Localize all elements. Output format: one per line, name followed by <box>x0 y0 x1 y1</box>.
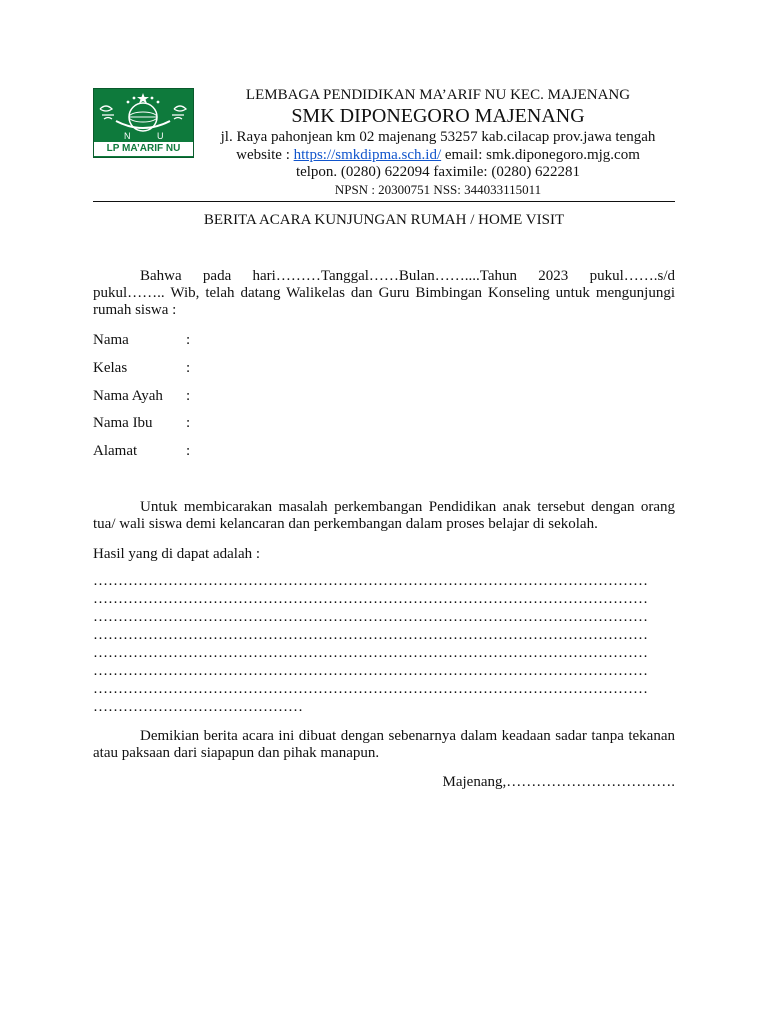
purpose-paragraph: Untuk membicarakan masalah perkembangan Pendidikan anak tersebut dengan orang tua/ wali siswa demi kelancaran dan perkembangan dalam proses belajar di sekolah. <box>93 499 675 532</box>
field-label: Nama <box>93 332 129 348</box>
lp-maarif-nu-logo <box>93 88 194 158</box>
field-alamat <box>93 443 190 460</box>
closing-paragraph: Demikian berita acara ini dibuat dengan sebenarnya dalam keadaan sadar tanpa tekanan atau paksaan dari siapapun dan pihak manapun. <box>93 728 675 761</box>
field-separator: : <box>186 360 191 376</box>
dotted-line: ………………………………………………………………………………………………… <box>93 681 648 697</box>
dotted-line: ………………………………………………………………………………………………… <box>93 663 648 679</box>
school-name: SMK DIPONEGORO MAJENANG <box>291 105 585 127</box>
institution-name: LEMBAGA PENDIDIKAN MA’ARIF NU KEC. MAJENANG <box>245 87 631 103</box>
field-separator: : <box>186 332 191 348</box>
npsn-line: NPSN : 20300751 NSS: 344033115011 <box>334 182 542 197</box>
field-label: Kelas <box>93 360 128 376</box>
result-dotted-lines <box>93 572 675 716</box>
dotted-line: ………………………………………………………………………………………………… <box>93 591 648 607</box>
logo-letter-n: N <box>124 131 131 141</box>
field-separator: : <box>186 415 191 431</box>
field-nama-ayah <box>93 388 190 405</box>
website-link[interactable]: https://smkdipma.sch.id/ <box>293 147 442 163</box>
field-label: Nama Ibu <box>93 415 153 431</box>
dotted-line: ………………………………………………………………………………………………… <box>93 573 648 589</box>
dotted-line: ………………………………………………………………………………………………… <box>93 627 648 643</box>
field-label: Nama Ayah <box>93 388 163 404</box>
logo-letter-u: U <box>157 131 164 141</box>
result-label: Hasil yang di dapat adalah : <box>93 546 261 562</box>
field-kelas <box>93 360 190 377</box>
dotted-line: …………………………………… <box>93 699 303 715</box>
dotted-line: ………………………………………………………………………………………………… <box>93 645 648 661</box>
field-separator: : <box>186 443 191 459</box>
field-separator: : <box>186 388 191 404</box>
dotted-line: ………………………………………………………………………………………………… <box>93 609 648 625</box>
signature-place-date: Majenang,……………………………. <box>442 774 675 790</box>
header-divider <box>93 201 675 202</box>
logo-caption: LP MA’ARIF NU <box>94 142 193 156</box>
intro-paragraph: Bahwa pada hari………Tanggal……Bulan……....Tahun 2023 pukul…….s/d pukul…….. Wib, telah datang Walikelas dan Guru Bimbingan Konseling untuk mengunjungi rumah siswa : <box>93 268 675 318</box>
phone-line: telpon. (0280) 622094 faximile: (0280) 622281 <box>295 164 581 180</box>
email-text: email: smk.diponegoro.mjg.com <box>441 147 640 163</box>
school-address: jl. Raya pahonjean km 02 majenang 53257 kab.cilacap prov.jawa tengah <box>220 129 656 145</box>
website-label: website : <box>236 147 294 163</box>
document-title: BERITA ACARA KUNJUNGAN RUMAH / HOME VISIT <box>203 212 565 228</box>
contact-line <box>200 147 676 164</box>
field-nama-ibu <box>93 415 190 432</box>
nu-emblem-icon <box>94 89 193 143</box>
field-label: Alamat <box>93 443 138 459</box>
field-nama <box>93 332 190 349</box>
